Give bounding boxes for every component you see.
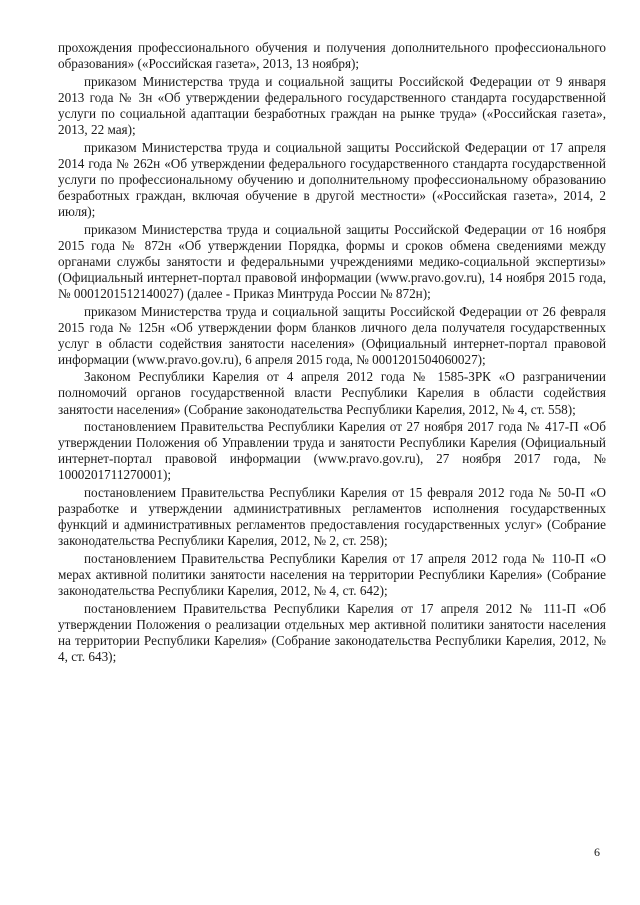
paragraph-10: постановлением Правительства Республики Карелия от 17 апреля 2012 № 111-П «Об утверждении Положения о реализации отдельных мер активной политики занятости населения на территории Республики Карелия» (Собрание законодательства Республики Карелия, 2012, № 4, ст. 643); [58, 600, 606, 664]
paragraph-6: Законом Республики Карелия от 4 апреля 2012 года № 1585-ЗРК «О разграничении полномочий органов государственной власти Республики Карелия в области содействия занятости населения» (Собрание законодательства Республики Карелия, 2012, № 4, ст. 558); [58, 369, 606, 417]
paragraph-1: прохождения профессионального обучения и получения дополнительного профессионального образования» («Российская газета», 2013, 13 ноября); [58, 40, 606, 72]
page-number: 6 [594, 845, 600, 859]
paragraph-8: постановлением Правительства Республики Карелия от 15 февраля 2012 года № 50-П «О разработке и утверждении административных регламентов исполнения государственных функций и административных регламентов предоставления государственных услуг» (Собрание законодательства Республики Карелия, 2012, № 2, ст. 258); [58, 485, 606, 549]
paragraph-9: постановлением Правительства Республики Карелия от 17 апреля 2012 года № 110-П «О мерах активной политики занятости населения на территории Республики Карелия» (Собрание законодательства Республики Карелия, 2012, № 4, ст. 642); [58, 550, 606, 599]
paragraph-7: постановлением Правительства Республики Карелия от 27 ноября 2017 года № 417-П «Об утверждении Положения об Управлении труда и занятости Республики Карелия (Официальный интернет-портал правовой информации (www.pravo.gov.ru), 27 ноября 2017 года, № 1000201711270001); [58, 419, 606, 483]
paragraph-5: приказом Министерства труда и социальной защиты Российской Федерации от 26 февраля 2015 года № 125н «Об утверждении форм бланков личного дела получателя государственных услуг в области содействия занятости населения» (Официальный интернет-портал правовой информации (www.pravo.gov.ru), 6 апреля 2015 года, № 0001201504060027); [58, 303, 606, 367]
paragraph-3: приказом Министерства труда и социальной защиты Российской Федерации от 17 апреля 2014 года № 262н «Об утверждении федерального государственного стандарта государственной услуги по профессиональному обучению и дополнительному профессиональному образованию безработных граждан, включая обучение в другой местности» («Российская газета», 2014, 2 июля); [58, 139, 606, 219]
paragraph-2: приказом Министерства труда и социальной защиты Российской Федерации от 9 января 2013 года № 3н «Об утверждении федерального государственного стандарта государственной услуги по социальной адаптации безработных граждан на рынке труда» («Российская газета», 2013, 22 мая); [58, 73, 606, 137]
paragraph-4: приказом Министерства труда и социальной защиты Российской Федерации от 16 ноября 2015 года № 872н «Об утверждении Порядка, формы и сроков обмена сведениями между органами службы занятости и федеральными учреждениями медико-социальной экспертизы» (Официальный интернет-портал правовой информации (www.pravo.gov.ru), 14 ноября 2015 года, № 0001201512140027) (далее - Приказ Минтруда России № 872н); [58, 221, 606, 301]
document-body [58, 40, 606, 667]
